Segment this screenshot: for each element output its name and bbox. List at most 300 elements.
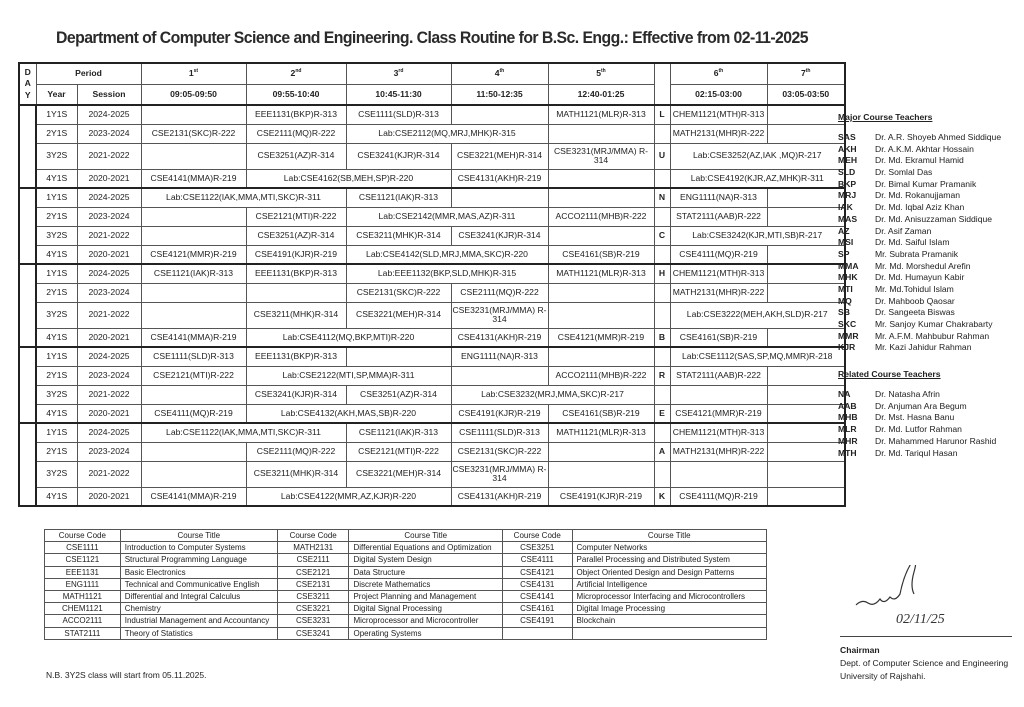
teacher-abbr: MHB <box>838 412 858 423</box>
teacher-name: Dr. Anjuman Ara Begum <box>875 400 967 411</box>
course-code: CSE4161 <box>502 603 572 615</box>
course-code: MATH1121 <box>45 590 121 602</box>
course-code: CSE2111 <box>277 554 349 566</box>
class-cell <box>767 207 845 226</box>
teacher-entry <box>838 202 1001 214</box>
class-cell: CSE3211(MHK)R-314 <box>246 302 346 328</box>
class-cell: CSE2131(SKC)R-222 <box>141 124 246 143</box>
teacher-entry <box>838 319 1001 331</box>
routine-row <box>19 207 845 226</box>
teacher-name: Mr. Kazi Jahidur Rahman <box>875 342 972 353</box>
year-cell: 3Y2S <box>36 302 77 328</box>
teacher-name: Dr. Bimal Kumar Pramanik <box>875 178 977 189</box>
course-code: CSE1121 <box>45 554 121 566</box>
teacher-name: Dr. Md. Saiful Islam <box>875 237 950 248</box>
period-7-time: 03:05-03:50 <box>767 84 845 105</box>
break-letter <box>654 347 670 366</box>
period-3-header: 3rd <box>346 63 451 84</box>
day-label <box>19 188 36 264</box>
class-cell <box>548 226 654 245</box>
year-cell: 4Y1S <box>36 328 77 347</box>
break-letter: A <box>654 442 670 461</box>
course-title: Blockchain <box>572 615 766 627</box>
class-cell <box>767 366 845 385</box>
teacher-name: Mr. Subrata Pramanik <box>875 248 959 259</box>
year-cell: 1Y1S <box>36 188 77 207</box>
year-cell: 3Y2S <box>36 226 77 245</box>
teacher-name: Mr. Sanjoy Kumar Chakrabarty <box>875 319 993 329</box>
course-title-header: Course Title <box>349 530 502 542</box>
class-cell: CSE3241(KJR)R-314 <box>451 226 548 245</box>
class-cell: ACCO2111(MHB)R-222 <box>548 366 654 385</box>
class-cell: CSE3211(MHK)R-314 <box>346 226 451 245</box>
class-cell: Lab:CSE2122(MTI,SP,MMA)R-311 <box>246 366 451 385</box>
teacher-entry <box>838 190 1001 202</box>
teacher-abbr: MAS <box>838 213 858 224</box>
class-cell: MATH1121(MLR)R-313 <box>548 105 654 124</box>
teacher-name: Dr. Md. Rokanujjaman <box>875 190 961 201</box>
teacher-entry <box>838 389 1001 401</box>
teacher-name: Dr. A.K.M. Akhtar Hossain <box>875 143 974 154</box>
teacher-abbr: SKC <box>838 319 857 329</box>
routine-row <box>19 442 845 461</box>
break-letter: C <box>654 226 670 245</box>
day-label <box>19 347 36 423</box>
teacher-entry <box>838 249 1001 261</box>
period-4-header: 4th <box>451 63 548 84</box>
class-cell: CSE1121(IAK)R-313 <box>346 188 451 207</box>
class-cell <box>767 404 845 423</box>
session-cell: 2021-2022 <box>77 226 141 245</box>
course-table-header <box>45 530 767 542</box>
year-cell: 4Y1S <box>36 169 77 188</box>
class-cell: CSE4131(AKH)R-219 <box>451 169 548 188</box>
class-cell: CSE3251(AZ)R-314 <box>246 143 346 169</box>
routine-row <box>19 169 845 188</box>
class-cell <box>141 143 246 169</box>
class-cell <box>548 169 654 188</box>
routine-row <box>19 143 845 169</box>
routine-row <box>19 461 845 487</box>
year-cell: 4Y1S <box>36 487 77 506</box>
class-cell: CHEM1121(MTH)R-313 <box>670 423 767 442</box>
course-title: Project Planning and Management <box>349 590 502 602</box>
break-letter: K <box>654 487 670 506</box>
session-cell: 2021-2022 <box>77 143 141 169</box>
signature-line <box>840 636 1012 637</box>
course-code: MATH2131 <box>277 542 349 554</box>
class-cell: ACCO2111(MHB)R-222 <box>548 207 654 226</box>
teacher-entry <box>838 226 1001 238</box>
class-cell: Lab:CSE2142(MMR,MAS,AZ)R-311 <box>346 207 548 226</box>
day-label <box>19 423 36 506</box>
class-cell: EEE1131(BKP)R-313 <box>246 347 346 366</box>
period-6-time: 02:15-03:00 <box>670 84 767 105</box>
teacher-entry <box>838 167 1001 179</box>
class-cell: CSE4111(MQ)R-219 <box>141 404 246 423</box>
session-cell: 2023-2024 <box>77 283 141 302</box>
class-cell <box>548 283 654 302</box>
course-code: CSE3221 <box>277 603 349 615</box>
break-letter <box>654 461 670 487</box>
chairman-title: Chairman <box>840 645 880 655</box>
session-header: Session <box>77 84 141 105</box>
class-cell <box>548 442 654 461</box>
course-title: Object Oriented Design and Design Patterns <box>572 566 766 578</box>
class-cell: STAT2111(AAB)R-222 <box>670 366 767 385</box>
period-header: Period <box>36 63 141 84</box>
routine-row <box>19 487 845 506</box>
teacher-abbr: KJR <box>838 342 856 353</box>
class-cell: MATH2131(MHR)R-222 <box>670 124 767 143</box>
course-code: CSE2131 <box>277 578 349 590</box>
class-cell: CSE4121(MMR)R-219 <box>141 245 246 264</box>
period-2-header: 2nd <box>246 63 346 84</box>
teacher-name: Dr. Mahboob Qaosar <box>875 295 955 306</box>
period-7-header: 7th <box>767 63 845 84</box>
class-cell: CHEM1121(MTH)R-313 <box>670 105 767 124</box>
routine-row <box>19 347 845 366</box>
course-title: Basic Electronics <box>120 566 277 578</box>
class-cell: ENG1111(NA)R-313 <box>451 347 548 366</box>
teacher-name: Dr. Md. Humayun Kabir <box>875 272 965 283</box>
teacher-abbr: IAK <box>838 202 853 213</box>
teacher-name: Mr. Md. Morshedul Arefin <box>875 260 971 271</box>
teacher-name: Dr. Md. Iqbal Aziz Khan <box>875 202 965 213</box>
teacher-name: Dr. Md. Lutfor Rahman <box>875 424 962 435</box>
class-cell: ENG1111(NA)R-313 <box>670 188 767 207</box>
class-cell <box>767 124 845 143</box>
routine-row <box>19 283 845 302</box>
teacher-entry <box>838 214 1001 226</box>
class-cell: CSE2111(MQ)R-222 <box>451 283 548 302</box>
session-cell: 2023-2024 <box>77 442 141 461</box>
class-cell: CSE2131(SKC)R-222 <box>451 442 548 461</box>
teacher-name: Dr. Natasha Afrin <box>875 389 940 400</box>
routine-row <box>19 245 845 264</box>
teacher-entry <box>838 401 1001 413</box>
class-cell: CSE4161(SB)R-219 <box>548 245 654 264</box>
teacher-name: Dr. Mst. Hasna Banu <box>875 412 955 423</box>
class-cell: Lab:CSE4132(AKH,MAS,SB)R-220 <box>246 404 451 423</box>
course-title: Microprocessor and Microcontroller <box>349 615 502 627</box>
course-code-header: Course Code <box>45 530 121 542</box>
course-title-header: Course Title <box>572 530 766 542</box>
major-teachers-heading: Major Course Teachers <box>838 112 933 122</box>
class-cell: CSE3221(MEH)R-314 <box>346 302 451 328</box>
class-cell <box>548 188 654 207</box>
break-letter <box>654 124 670 143</box>
class-cell: CSE4121(MMR)R-219 <box>670 404 767 423</box>
teacher-entry <box>838 237 1001 249</box>
teacher-entry <box>838 261 1001 273</box>
course-title: Microprocessor Interfacing and Microcontrollers <box>572 590 766 602</box>
teacher-entry <box>838 331 1001 343</box>
class-cell: CSE3231(MRJ/MMA) R-314 <box>451 302 548 328</box>
teacher-abbr: NA <box>838 389 851 400</box>
routine-row <box>19 302 845 328</box>
year-cell: 1Y1S <box>36 264 77 283</box>
class-cell: CSE2111(MQ)R-222 <box>246 442 346 461</box>
session-cell: 2024-2025 <box>77 423 141 442</box>
class-cell: CSE2131(SKC)R-222 <box>346 283 451 302</box>
teacher-abbr: MEH <box>838 155 858 166</box>
class-cell: CSE4191(KJR)R-219 <box>246 245 346 264</box>
class-cell: Lab:CSE3232(MRJ,MMA,SKC)R-217 <box>451 385 654 404</box>
class-cell: Lab:CSE4122(MMR,AZ,KJR)R-220 <box>246 487 451 506</box>
session-cell: 2024-2025 <box>77 105 141 124</box>
course-title: Theory of Statistics <box>120 627 277 639</box>
teacher-entry <box>838 307 1001 319</box>
period-3-time: 10:45-11:30 <box>346 84 451 105</box>
class-cell: EEE1131(BKP)R-313 <box>246 105 346 124</box>
teacher-abbr: AZ <box>838 225 850 236</box>
page-title: Department of Computer Science and Engineering. Class Routine for B.Sc. Engg.: Effective from 02-11-2025 <box>56 28 808 47</box>
course-code: CSE4111 <box>502 554 572 566</box>
course-title: Digital Image Processing <box>572 603 766 615</box>
class-cell: Lab:CSE3222(MEH,AKH,SLD)R-217 <box>670 302 845 328</box>
course-title: Parallel Processing and Distributed System <box>572 554 766 566</box>
course-row <box>45 578 767 590</box>
teacher-abbr: MHK <box>838 272 858 283</box>
class-cell: MATH1121(MLR)R-313 <box>548 423 654 442</box>
class-cell: CSE2121(MTI)R-222 <box>346 442 451 461</box>
year-cell: 2Y1S <box>36 283 77 302</box>
session-cell: 2024-2025 <box>77 264 141 283</box>
course-title: Artificial Intelligence <box>572 578 766 590</box>
period-5-header: 5th <box>548 63 654 84</box>
course-code: CSE2121 <box>277 566 349 578</box>
period-1-header: 1st <box>141 63 246 84</box>
class-cell <box>548 347 654 366</box>
break-letter <box>654 423 670 442</box>
teacher-abbr: AAB <box>838 400 857 411</box>
year-cell: 2Y1S <box>36 442 77 461</box>
teacher-name: Mr. A.F.M. Mahbubur Rahman <box>875 330 990 341</box>
class-cell <box>141 302 246 328</box>
class-cell: CSE3221(MEH)R-314 <box>451 143 548 169</box>
class-cell: CSE4191(KJR)R-219 <box>548 487 654 506</box>
course-title: Industrial Management and Accountancy <box>120 615 277 627</box>
course-code: CSE3241 <box>277 627 349 639</box>
period-4-time: 11:50-12:35 <box>451 84 548 105</box>
teacher-name: Dr. Sangeeta Biswas <box>875 307 955 318</box>
class-cell: CSE4141(MMA)R-219 <box>141 328 246 347</box>
class-cell: Lab:EEE1132(BKP,SLD,MHK)R-315 <box>346 264 548 283</box>
break-letter: R <box>654 366 670 385</box>
teacher-name: Dr. Somlal Das <box>875 167 933 178</box>
chairman-university: University of Rajshahi. <box>840 671 926 681</box>
class-cell <box>767 264 845 283</box>
class-cell <box>141 461 246 487</box>
break-letter <box>654 245 670 264</box>
teacher-abbr: SP <box>838 248 850 259</box>
session-cell: 2024-2025 <box>77 347 141 366</box>
class-cell: Lab:CSE4162(SB,MEH,SP)R-220 <box>246 169 451 188</box>
chairman-dept: Dept. of Computer Science and Engineering <box>840 658 1009 668</box>
period-2-time: 09:55-10:40 <box>246 84 346 105</box>
year-cell: 3Y2S <box>36 461 77 487</box>
year-cell: 4Y1S <box>36 245 77 264</box>
session-cell: 2020-2021 <box>77 169 141 188</box>
teacher-entry <box>838 342 1001 354</box>
class-cell: CHEM1121(MTH)R-313 <box>670 264 767 283</box>
teacher-name: Dr. Asif Zaman <box>875 225 932 236</box>
class-cell <box>451 188 548 207</box>
class-cell <box>670 385 767 404</box>
class-cell: CSE3211(MHK)R-314 <box>246 461 346 487</box>
class-cell <box>548 124 654 143</box>
course-title: Technical and Communicative English <box>120 578 277 590</box>
session-cell: 2021-2022 <box>77 461 141 487</box>
class-cell: CSE3231(MRJ/MMA) R-314 <box>548 143 654 169</box>
class-cell <box>767 423 845 442</box>
class-cell <box>141 283 246 302</box>
teacher-abbr: SB <box>838 307 850 318</box>
course-code: EEE1131 <box>45 566 121 578</box>
course-title: Discrete Mathematics <box>349 578 502 590</box>
teacher-name: Dr. A.R. Shoyeb Ahmed Siddique <box>875 132 1002 142</box>
course-code: STAT2111 <box>45 627 121 639</box>
class-cell <box>767 188 845 207</box>
related-teachers-list <box>838 389 1001 459</box>
class-cell: CSE3251(AZ)R-314 <box>346 385 451 404</box>
course-title: Digital System Design <box>349 554 502 566</box>
class-cell: Lab:CSE4142(SLD,MRJ,MMA,SKC)R-220 <box>346 245 548 264</box>
session-cell: 2021-2022 <box>77 302 141 328</box>
course-row <box>45 590 767 602</box>
day-label <box>19 264 36 347</box>
year-cell: 1Y1S <box>36 423 77 442</box>
period-1-time: 09:05-09:50 <box>141 84 246 105</box>
day-header: D A Y <box>19 63 36 105</box>
break-letter <box>654 385 670 404</box>
session-cell: 2024-2025 <box>77 188 141 207</box>
course-title: Data Structure <box>349 566 502 578</box>
class-cell: CSE4161(SB)R-219 <box>670 328 767 347</box>
course-code <box>502 627 572 639</box>
class-cell <box>548 302 654 328</box>
class-routine-table <box>18 62 846 507</box>
class-cell: EEE1131(BKP)R-313 <box>246 264 346 283</box>
class-cell <box>451 366 548 385</box>
class-cell: Lab:CSE3242(KJR,MTI,SB)R-217 <box>670 226 845 245</box>
class-cell: CSE4111(MQ)R-219 <box>670 487 767 506</box>
teacher-entry <box>838 132 1001 144</box>
teacher-entry <box>838 296 1001 308</box>
teacher-abbr: MQ <box>838 295 852 306</box>
class-cell <box>767 283 845 302</box>
teacher-entry <box>838 412 1001 424</box>
course-code: CSE3251 <box>502 542 572 554</box>
teacher-name: Dr. Mahammed Harunor Rashid <box>875 435 997 446</box>
routine-row <box>19 385 845 404</box>
class-cell: Lab:CSE1122(IAK,MMA,MTI,SKC)R-311 <box>141 188 346 207</box>
year-cell: 2Y1S <box>36 207 77 226</box>
year-cell: 3Y2S <box>36 143 77 169</box>
class-cell: CSE4141(MMA)R-219 <box>141 487 246 506</box>
teacher-abbr: MMA <box>838 260 859 271</box>
teacher-abbr: SAS <box>838 132 856 142</box>
year-header: Year <box>36 84 77 105</box>
teacher-name: Dr. Md. Tariqul Hasan <box>875 447 958 458</box>
routine-row <box>19 188 845 207</box>
teacher-entry <box>838 179 1001 191</box>
class-cell: CSE3231(MRJ/MMA) R-314 <box>451 461 548 487</box>
class-cell <box>141 226 246 245</box>
teacher-entry <box>838 284 1001 296</box>
course-code: ENG1111 <box>45 578 121 590</box>
class-cell <box>141 105 246 124</box>
class-cell: CSE2121(MTI)R-222 <box>141 366 246 385</box>
class-cell: CSE4141(MMA)R-219 <box>141 169 246 188</box>
class-cell: CSE1121(IAK)R-313 <box>141 264 246 283</box>
routine-row <box>19 328 845 347</box>
class-cell: CSE4131(AKH)R-219 <box>451 487 548 506</box>
class-cell: CSE1111(SLD)R-313 <box>451 423 548 442</box>
course-title <box>572 627 766 639</box>
class-cell: CSE4121(MMR)R-219 <box>548 328 654 347</box>
teacher-abbr: MHR <box>838 435 858 446</box>
course-code: CHEM1121 <box>45 603 121 615</box>
teacher-abbr: MRJ <box>838 190 857 201</box>
course-title: Differential and Integral Calculus <box>120 590 277 602</box>
class-cell: CSE3241(KJR)R-314 <box>346 143 451 169</box>
class-cell <box>767 328 845 347</box>
class-cell: STAT2111(AAB)R-222 <box>670 207 767 226</box>
class-cell: CSE4111(MQ)R-219 <box>670 245 767 264</box>
class-cell: MATH1121(MLR)R-313 <box>548 264 654 283</box>
session-cell: 2023-2024 <box>77 207 141 226</box>
routine-row <box>19 404 845 423</box>
class-cell: CSE4191(KJR)R-219 <box>451 404 548 423</box>
course-title: Structural Programming Language <box>120 554 277 566</box>
class-cell: CSE2111(MQ)R-222 <box>246 124 346 143</box>
class-cell <box>767 385 845 404</box>
class-cell: CSE1111(SLD)R-313 <box>141 347 246 366</box>
class-cell: CSE2121(MTI)R-222 <box>246 207 346 226</box>
routine-row <box>19 264 845 283</box>
course-code: ACCO2111 <box>45 615 121 627</box>
session-cell: 2020-2021 <box>77 404 141 423</box>
class-cell <box>767 105 845 124</box>
teacher-name: Mr. Md.Tohidul Islam <box>875 283 954 294</box>
class-cell <box>346 347 451 366</box>
class-cell: CSE3251(AZ)R-314 <box>246 226 346 245</box>
course-code: CSE4141 <box>502 590 572 602</box>
class-cell <box>548 461 654 487</box>
course-code: CSE4191 <box>502 615 572 627</box>
class-cell: Lab:CSE2112(MQ,MRJ,MHK)R-315 <box>346 124 548 143</box>
class-cell <box>767 442 845 461</box>
class-cell: Lab:CSE1122(IAK,MMA,MTI,SKC)R-311 <box>141 423 346 442</box>
routine-row <box>19 226 845 245</box>
year-cell: 1Y1S <box>36 347 77 366</box>
course-code-header: Course Code <box>277 530 349 542</box>
session-cell: 2023-2024 <box>77 124 141 143</box>
related-teachers-heading: Related Course Teachers <box>838 369 941 380</box>
course-title: Differential Equations and Optimization <box>349 542 502 554</box>
course-row <box>45 566 767 578</box>
teacher-entry <box>838 436 1001 448</box>
class-cell: CSE4131(AKH)R-219 <box>451 328 548 347</box>
footnote: N.B. 3Y2S class will start from 05.11.2025. <box>46 670 207 680</box>
course-list-table <box>44 529 767 640</box>
course-code: CSE1111 <box>45 542 121 554</box>
class-cell: MATH2131(MHR)R-222 <box>670 283 767 302</box>
session-cell: 2023-2024 <box>77 366 141 385</box>
class-cell: Lab:CSE1112(SAS,SP,MQ,MMR)R-218 <box>670 347 845 366</box>
